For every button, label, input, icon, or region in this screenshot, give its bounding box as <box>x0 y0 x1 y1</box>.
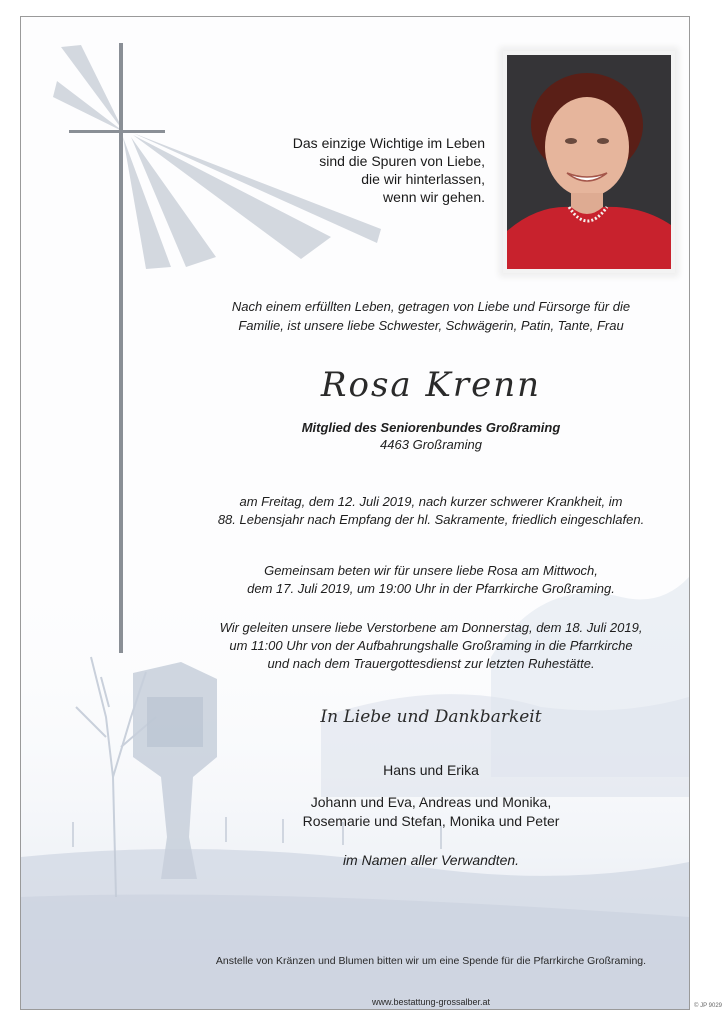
family-mourners <box>171 793 690 831</box>
death-notice-line: 88. Lebensjahr nach Empfang der hl. Sakramente, friedlich eingeschlafen. <box>217 512 645 527</box>
location: 4463 Großraming <box>380 437 482 452</box>
quote-line: die wir hinterlassen, <box>361 171 485 187</box>
death-notice-line: am Freitag, dem 12. Juli 2019, nach kurzer schwerer Krankheit, im <box>239 494 623 509</box>
intro-line: Nach einem erfüllten Leben, getragen von Liebe und Fürsorge für die <box>231 299 631 314</box>
family-line: Rosemarie und Stefan, Monika und Peter <box>302 813 560 829</box>
death-notice <box>171 493 690 529</box>
portrait-frame <box>503 51 675 273</box>
deceased-name: Rosa Krenn <box>320 365 542 405</box>
prayer-notice <box>171 562 690 598</box>
website-link[interactable]: www.bestattung-grossalber.at <box>371 997 491 1007</box>
funeral-line: Wir geleiten unsere liebe Verstorbene am Donnerstag, dem 18. Juli 2019, <box>219 620 643 635</box>
quote-line: Das einzige Wichtige im Leben <box>292 135 485 151</box>
funeral-notice <box>171 619 690 673</box>
prayer-line: dem 17. Juli 2019, um 19:00 Uhr in der Pfarrkirche Großraming. <box>247 581 615 596</box>
funeral-line: und nach dem Trauergottesdienst zur letzten Ruhestätte. <box>267 656 595 671</box>
relatives-line: im Namen aller Verwandten. <box>342 852 520 868</box>
closing-phrase: In Liebe und Dankbarkeit <box>320 707 542 727</box>
family-line: Johann und Eva, Andreas und Monika, <box>310 794 552 810</box>
prayer-line: Gemeinsam beten wir für unsere liebe Rosa am Mittwoch, <box>264 563 598 578</box>
primary-mourners: Hans und Erika <box>383 762 479 778</box>
funeral-line: um 11:00 Uhr von der Aufbahrungshalle Großraming in die Pfarrkirche <box>229 638 633 653</box>
quote-line: sind die Spuren von Liebe, <box>319 153 485 169</box>
quote-line: wenn wir gehen. <box>383 189 485 205</box>
parte-page <box>20 16 690 1010</box>
membership-block <box>171 419 690 453</box>
membership: Mitglied des Seniorenbundes Großraming <box>301 420 561 435</box>
intro-line: Familie, ist unsere liebe Schwester, Schwägerin, Patin, Tante, Frau <box>238 318 624 333</box>
intro-text <box>171 297 690 335</box>
portrait-photo <box>507 55 671 269</box>
memorial-quote <box>181 134 485 206</box>
donation-note: Anstelle von Kränzen und Blumen bitten wir um eine Spende für die Pfarrkirche Großraming. <box>215 955 647 967</box>
print-code: © JP 9029 <box>694 1003 722 1009</box>
